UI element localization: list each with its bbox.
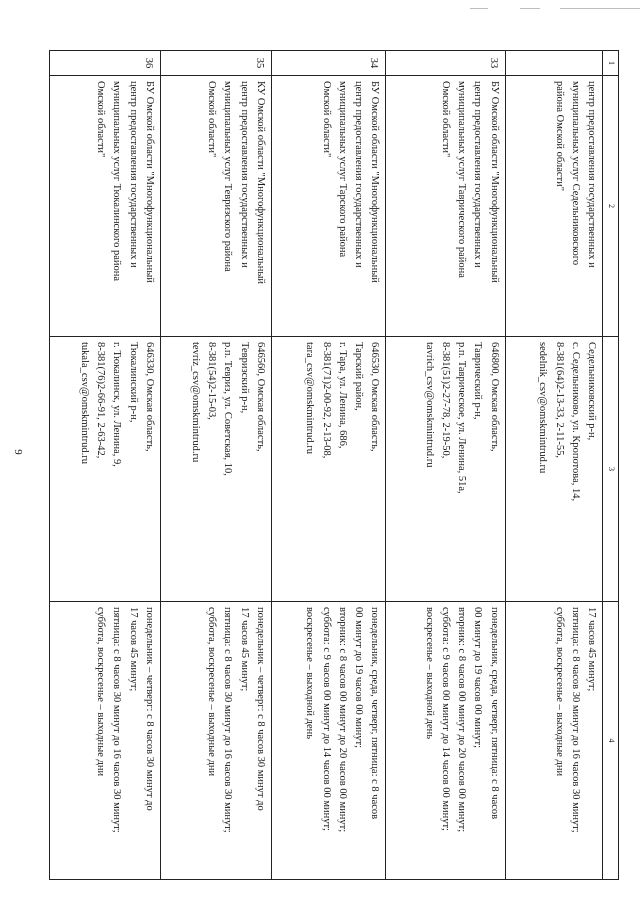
- address-cell: [160, 337, 271, 602]
- text-line: Омской области": [320, 81, 332, 158]
- text-line: муниципальных услуг Тевризского района: [222, 81, 234, 272]
- address-cell: [505, 337, 602, 602]
- text-line: КУ Омской области "Многофункциональный: [254, 81, 266, 285]
- text-line: tara_csv@omskmintrud.ru: [304, 342, 316, 455]
- table-row: [50, 51, 161, 880]
- text-line: суббота, воскресенье – выходные дни: [95, 607, 107, 777]
- text-line: суббота, воскресенье – выходные дни: [553, 607, 565, 777]
- text-line: пятница: с 8 часов 30 минут до 16 часов 30 минут;: [222, 607, 234, 833]
- organization-name-cell: [160, 76, 271, 337]
- row-number: [505, 51, 602, 76]
- text-line: 8-381(71)2-00-92, 2-13-08,: [320, 342, 332, 459]
- text-line: вторник: с 8 часов 00 минут до 20 часов 00 минут;: [336, 607, 348, 833]
- text-line: Тевризский р-н,: [238, 342, 250, 414]
- text-line: центр предоставления государственных и: [586, 81, 598, 268]
- text-line: вторник: с 8 часов 00 минут до 20 часов 00 минут;: [456, 607, 468, 833]
- text-line: БУ Омской области "Многофункциональный: [369, 81, 381, 283]
- text-line: 17 часов 45 минут;: [586, 607, 598, 692]
- scan-edge-line: [470, 8, 488, 9]
- text-line: воскресенье – выходной день: [423, 607, 435, 740]
- text-line: центр предоставления государственных и: [353, 81, 365, 268]
- text-line: центр предоставления государственных и: [238, 81, 250, 268]
- row-number: 34: [271, 51, 386, 76]
- text-line: понедельник, среда, четверг, пятница: с 8 часов: [488, 607, 500, 820]
- text-line: р.п. Таврическое, ул. Ленина, 51а,: [456, 342, 468, 494]
- working-hours-cell: [505, 602, 602, 880]
- text-line: 8-381(64)2-13-33, 2-11-55,: [553, 342, 565, 458]
- text-line: 8-381(76)2-66-91, 2-63-42,: [95, 342, 107, 459]
- organization-name-cell: [505, 76, 602, 337]
- text-line: муниципальных услуг Таврического района: [456, 81, 468, 278]
- scan-edge-line: [520, 8, 540, 9]
- working-hours-cell: [160, 602, 271, 880]
- row-number: 35: [160, 51, 271, 76]
- text-line: Таврический р-н,: [472, 342, 484, 420]
- row-number: 36: [50, 51, 161, 76]
- table-row: [505, 51, 602, 880]
- text-line: с. Седельниково, ул. Кропотова, 14,: [569, 342, 581, 502]
- working-hours-cell: [50, 602, 161, 880]
- text-line: БУ Омской области "Многофункциональный: [488, 81, 500, 283]
- text-line: 17 часов 45 минут;: [127, 607, 139, 692]
- organization-name-cell: [386, 76, 505, 337]
- table-row: [271, 51, 386, 880]
- text-line: 646530, Омская область,: [369, 342, 381, 452]
- text-line: 646560, Омская область,: [254, 342, 266, 452]
- header-cell: 1: [603, 51, 619, 76]
- text-line: 646800, Омская область,: [488, 342, 500, 452]
- text-line: пятница: с 8 часов 30 минут до 16 часов 30 минут;: [569, 607, 581, 833]
- text-line: муниципальных услуг Тарского района: [336, 81, 348, 258]
- text-line: Омской области": [439, 81, 451, 158]
- table-row: [386, 51, 505, 880]
- address-cell: [50, 337, 161, 602]
- text-line: понедельник, среда, четверг, пятница: с 8 часов: [369, 607, 381, 820]
- text-line: Седельниковский р-н,: [586, 342, 598, 441]
- page-number: 9: [12, 449, 24, 455]
- working-hours-cell: [271, 602, 386, 880]
- address-cell: [386, 337, 505, 602]
- text-line: понедельник – четверг: с 8 часов 30 минут до: [143, 607, 155, 811]
- text-line: р.п. Тевриз, ул. Советская, 10,: [222, 342, 234, 476]
- text-line: Омской области": [206, 81, 217, 158]
- scan-edge-line: [560, 8, 640, 9]
- text-line: tukala_csv@omskmintrud.ru: [78, 342, 90, 464]
- organization-name-cell: [50, 76, 161, 337]
- header-cell: 2: [603, 76, 619, 337]
- text-line: tevriz_csv@omskmintrud.ru: [189, 342, 201, 463]
- text-line: 8-381(54)2-15-03,: [206, 342, 217, 420]
- text-line: Тюкалинский р-н,: [127, 342, 139, 423]
- text-line: суббота: с 9 часов 00 минут до 14 часов 00 минут;: [439, 607, 451, 831]
- table-row: [160, 51, 271, 880]
- text-line: г. Тюкалинск, ул. Ленина, 9,: [111, 342, 123, 467]
- mfc-table: [49, 50, 619, 880]
- text-line: 646330, Омская область,: [143, 342, 155, 452]
- text-line: суббота, воскресенье – выходные дни: [206, 607, 217, 777]
- text-line: 8-381(51)2-27-78, 2-19-50,: [439, 342, 451, 459]
- rotated-table-wrapper: [49, 50, 619, 879]
- text-line: муниципальных услуг Тюкалинского района: [111, 81, 123, 282]
- text-line: центр предоставления государственных и: [127, 81, 139, 268]
- text-line: 17 часов 45 минут;: [238, 607, 250, 692]
- working-hours-cell: [386, 602, 505, 880]
- text-line: г. Тара, ул. Ленина, 686,: [336, 342, 348, 449]
- text-line: tavrich_csv@omskmintrud.ru: [423, 342, 435, 468]
- header-cell: 4: [603, 602, 619, 880]
- text-line: sedelnik_csv@omskmintrud.ru: [537, 342, 549, 474]
- row-number: 33: [386, 51, 505, 76]
- text-line: БУ Омской области "Многофункциональный: [143, 81, 155, 283]
- text-line: района Омской области": [553, 81, 565, 192]
- header-row: [603, 51, 619, 880]
- text-line: пятница: с 8 часов 30 минут до 16 часов 30 минут;: [111, 607, 123, 833]
- text-line: воскресенье – выходной день: [304, 607, 316, 740]
- text-line: центр предоставления государственных и: [472, 81, 484, 268]
- header-cell: 3: [603, 337, 619, 602]
- text-line: понедельник – четверг: с 8 часов 30 минут до: [254, 607, 266, 811]
- organization-name-cell: [271, 76, 386, 337]
- text-line: Тарский район,: [353, 342, 365, 411]
- text-line: 00 минут до 19 часов 00 минут;: [472, 607, 484, 749]
- address-cell: [271, 337, 386, 602]
- text-line: 00 минут до 19 часов 00 минут;: [353, 607, 365, 749]
- text-line: муниципальных услуг Седельниковского: [569, 81, 581, 266]
- text-line: суббота: с 9 часов 00 минут до 14 часов 00 минут;: [320, 607, 332, 831]
- text-line: Омской области": [95, 81, 107, 158]
